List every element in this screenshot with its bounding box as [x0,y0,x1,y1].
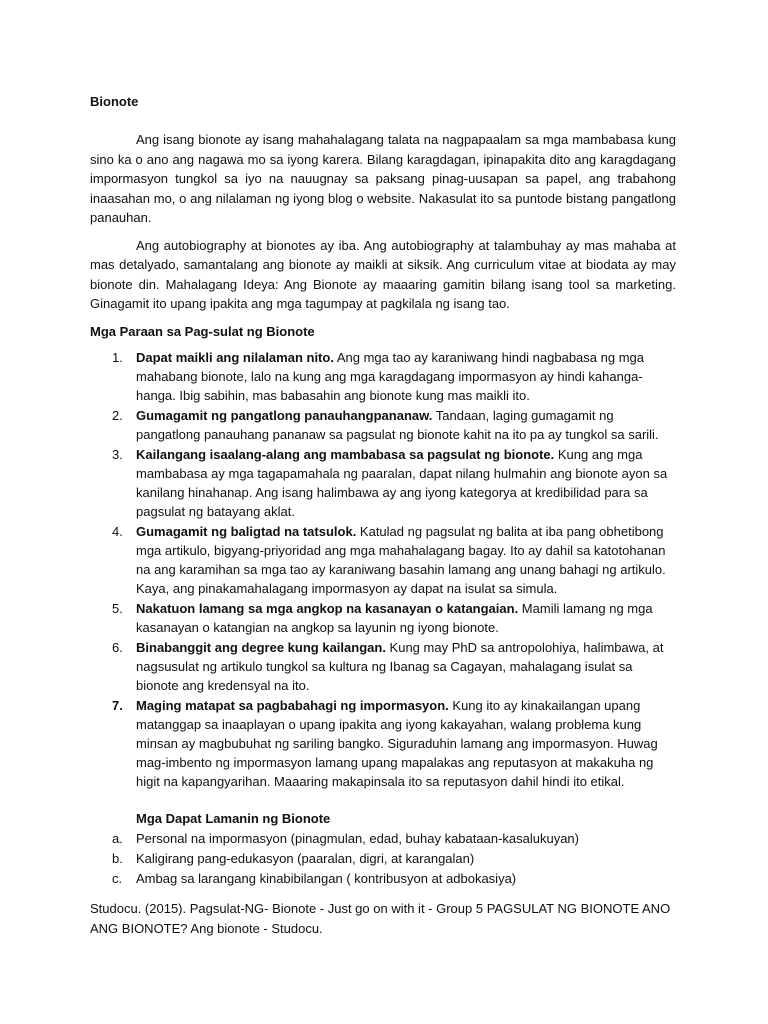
list-item-text: Ang mga tao ay karaniwang hindi nagbabasa ng mga mahabang bionote, lalo na kung ang mga karagdagang impormasyon ay hindi kahanga-hanga. Ibig sabihin, mas babasahin ang bionote kung mas maikli ito. [136,349,644,403]
contents-heading: Mga Dapat Lamanin ng Bionote [136,810,331,826]
list-item-bold: Nakatuon lamang sa mga angkop na kasanayan o katangaian. [136,600,519,616]
list-item [90,869,676,889]
list-number: 2. [112,407,123,423]
list-number: 3. [112,446,123,462]
list-item-text: Personal na impormasyon (pinagmulan, edad, buhay kabataan-kasalukuyan) [136,830,579,846]
intro-paragraph-2: Ang autobiography at bionotes ay iba. Ang autobiography at talambuhay ay mas mahaba at mas detalyado, samantalang ang bionote ay maikli at siksik. Ang curriculum vitae at biodata ay may bionote din. Mahalagang Ideya: Ang Bionote ay maaaring gamitin bilang isang tool sa marketing. Ginagamit ito upang ipakita ang mga tagumpay at pagkilala ng isang tao. [90,237,676,311]
list-item-text: Mamili lamang ng mga kasanayan o katangian na angkop sa layunin ng iyong bionote. [136,600,653,635]
list-item [90,638,676,695]
list-item [90,849,676,869]
methods-list [90,348,676,791]
list-number: 4. [112,523,123,539]
list-item [90,445,676,521]
list-number: 5. [112,600,123,616]
list-item-bold: Binabanggit ang degree kung kailangan. [136,639,386,655]
list-number: 1. [112,349,123,365]
list-item-text: Kung ang mga mambabasa ay mga tagapamahala ng paaralan, dapat nilang hulmahin ang bionote ayon sa kanilang hinahanap. Ang isang halimbawa ay ang iyong kategorya at kredibilidad para sa pagsulat ng batayang aklat. [136,446,668,519]
list-item-bold: Kailangang isaalang-alang ang mambabasa sa pagsulat ng bionote. [136,446,555,462]
list-item-text: Katulad ng pagsulat ng balita at iba pang obhetibong mga artikulo, bigyang-priyoridad ang mga mahahalagang bagay. Ito ay dahil sa katotohanan na ang karamihan sa mga tao ay karaniwang basahin lamang ang unang bahagi ng artikulo. Kaya, ang pinakamahalagang impormasyon ay dapat na isulat sa simula. [136,523,666,596]
document-title: Bionote [90,94,139,109]
list-item-bold: Gumagamit ng baligtad na tatsulok. [136,523,357,539]
contents-list [90,829,676,889]
list-item-text: Kung may PhD sa antropolohiya, halimbawa, at nagsusulat ng artikulo tungkol sa kultura ng Ibanag sa Cagayan, mahalagang isulat sa bionote ang kredensyal na ito. [136,639,664,693]
list-item [90,522,676,598]
intro-paragraph-1: Ang isang bionote ay isang mahahalagang talata na nagpapaalam sa mga mambabasa kung sino ka o ano ang nagawa mo sa iyong karera. Bilang karagdagan, ipinapakita dito ang karagdagang impormasyon tungkol sa iyo na nauugnay sa paksang pinag-uusapan sa papel, ang trabahong inaasahan mo, o ang nilalaman ng iyong blog o website. Nakasulat ito sa puntode bistang pangatlong panauhan. [90,132,676,225]
list-item-bold: Gumagamit ng pangatlong panauhangpananaw. [136,407,433,423]
list-item [90,348,676,405]
list-number: 6. [112,639,123,655]
list-item [90,406,676,444]
list-item-bold: Maging matapat sa pagbabahagi ng impormasyon. [136,697,449,713]
list-item [90,829,676,849]
citation: Studocu. (2015). Pagsulat-NG- Bionote - Just go on with it - Group 5 PAGSULAT NG BIONOTE ANO ANG BIONOTE? Ang bionote - Studocu. [90,900,671,936]
methods-heading: Mga Paraan sa Pag-sulat ng Bionote [90,323,315,339]
list-item-bold: Dapat maikli ang nilalaman nito. [136,349,334,365]
list-letter: a. [112,830,123,846]
document-page [90,92,676,939]
list-item [90,599,676,637]
list-item-text: Kung ito ay kinakailangan upang matanggap sa inaaplayan o upang ipakita ang iyong kakayahan, walang problema kung minsan ay magbubuhat ng sariling bangko. Siguraduhin lamang ang impormasyon. Huwag mag-imbento ng impormasyon lamang upang mapalakas ang reputasyon at makakuha ng higit na kapangyarihan. Maaaring makapinsala ito sa reputasyon dahil hindi ito etikal. [136,697,658,789]
list-item [90,696,676,791]
list-letter: b. [112,850,123,866]
list-number: 7. [112,697,123,713]
list-letter: c. [112,870,123,886]
list-item-text: Tandaan, laging gumagamit ng pangatlong panauhang pananaw sa pagsulat ng bionote kahit na ito pa ay tungkol sa sarili. [136,407,659,442]
list-item-text: Kaligirang pang-edukasyon (paaralan, digri, at karangalan) [136,850,475,866]
list-item-text: Ambag sa larangang kinabibilangan ( kontribusyon at adbokasiya) [136,870,517,886]
